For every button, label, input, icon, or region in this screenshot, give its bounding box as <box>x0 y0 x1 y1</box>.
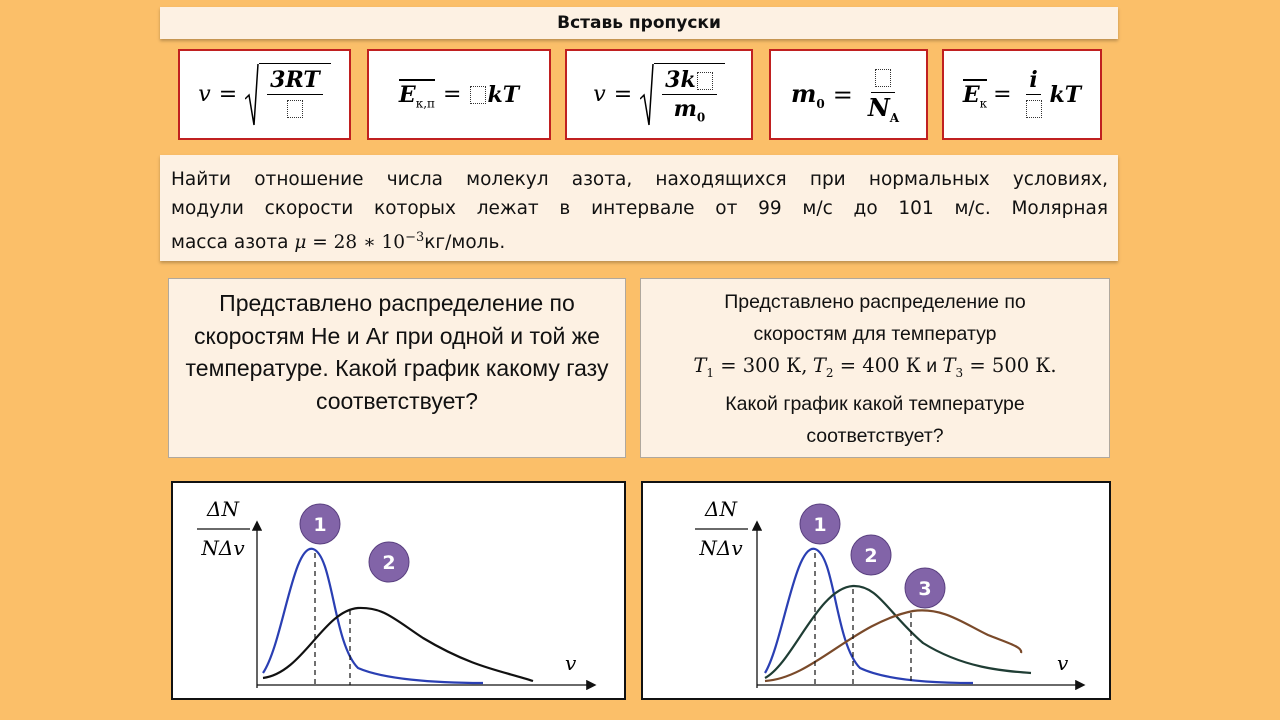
svg-text:3: 3 <box>918 578 932 600</box>
fraction <box>1022 68 1046 121</box>
blank-placeholder-icon[interactable] <box>871 64 895 93</box>
y-axis-label-top: ΔN <box>705 497 737 521</box>
equals-sign: = <box>218 82 238 107</box>
numerator: i <box>1026 68 1040 95</box>
formula-lhs: $E_{к,п}$ <box>399 79 435 110</box>
blank-placeholder-icon[interactable] <box>283 95 307 121</box>
series-2-badge <box>369 542 409 582</box>
denominator: $m_0$ <box>673 95 706 125</box>
formula-lhs: $m_0$ <box>790 78 825 111</box>
distribution-plot-temperatures <box>641 481 1111 700</box>
series-2-curve <box>765 586 1031 678</box>
svg-text:1: 1 <box>313 514 327 536</box>
formula-kinetic-energy-card <box>367 49 551 140</box>
series-1-badge <box>800 504 840 544</box>
sqrt-sign <box>640 63 725 127</box>
header-banner <box>160 7 1118 39</box>
equals-sign: = <box>443 82 462 107</box>
page-title: Вставь пропуски <box>557 13 721 33</box>
svg-text:2: 2 <box>382 552 396 574</box>
formula-rms-speed-card <box>178 49 351 140</box>
task-line-2: модули скорости которых лежат в интервале от 99 м/с до 101 м/с. Молярная <box>171 198 1108 219</box>
distribution-plot-gases <box>171 481 626 700</box>
denominator: $N_A$ <box>867 93 900 125</box>
task-line-3: масса азота μ = 28 ∗ $10^{-3}кг$/моль. <box>171 230 506 254</box>
y-axis-label-bottom: NΔv <box>201 536 245 560</box>
plot-svg <box>173 483 624 698</box>
equals-sign: = <box>993 82 1012 107</box>
blank-placeholder-icon[interactable] <box>1022 95 1046 121</box>
formula-mean-energy-card <box>942 49 1102 140</box>
blank-placeholder-icon[interactable] <box>697 72 713 90</box>
series-2-curve <box>263 608 533 681</box>
question-line: Какой график какой температуре <box>725 393 1025 416</box>
series-3-badge <box>905 568 945 608</box>
task-panel <box>160 155 1118 261</box>
blank-placeholder-icon[interactable] <box>469 82 487 107</box>
plot-svg <box>643 483 1109 698</box>
formula-speed-k-card <box>565 49 753 140</box>
fraction <box>865 64 902 125</box>
question-line: скоростям для температур <box>753 322 997 345</box>
series-2-badge <box>851 535 891 575</box>
numerator: 3k <box>662 68 717 95</box>
fraction <box>267 68 323 127</box>
formula-rhs: kT <box>487 81 520 108</box>
question-card-gases <box>168 278 626 458</box>
series-3-curve <box>765 610 1021 681</box>
numerator: 3RT <box>267 68 323 95</box>
task-line-1: Найти отношение числа молекул азота, находящихся при нормальных условиях, <box>171 169 1108 190</box>
formula-lhs: v <box>198 82 211 107</box>
y-axis-label-top: ΔN <box>207 497 239 521</box>
svg-text:2: 2 <box>864 545 878 567</box>
svg-text:1: 1 <box>813 514 827 536</box>
equals-sign: = <box>613 82 633 107</box>
y-axis-label-bottom: NΔv <box>699 536 743 560</box>
question-card-temperatures <box>640 278 1110 458</box>
equals-sign: = <box>832 80 853 109</box>
formula-lhs: v <box>593 82 606 107</box>
x-axis-label: v <box>1057 651 1069 675</box>
temperature-line: $T_1 = 300$ К, $T_2 = 400$ К и $T_3 = 500$ К. <box>693 354 1057 380</box>
formula-molecule-mass-card <box>769 49 928 140</box>
series-1-badge <box>300 504 340 544</box>
sqrt-sign <box>245 63 331 127</box>
question-line: соответствует? <box>806 424 944 447</box>
x-axis-label: v <box>565 651 577 675</box>
fraction <box>662 68 717 127</box>
formula-lhs: $E_к$ <box>963 79 987 110</box>
question-line: Представлено распределение по <box>724 291 1026 313</box>
question-text: Представлено распределение по скоростям He и Ar при одной и той же температуре. Какой график какому газу соответствует? <box>185 290 609 414</box>
formula-rhs: kT <box>1049 81 1082 108</box>
